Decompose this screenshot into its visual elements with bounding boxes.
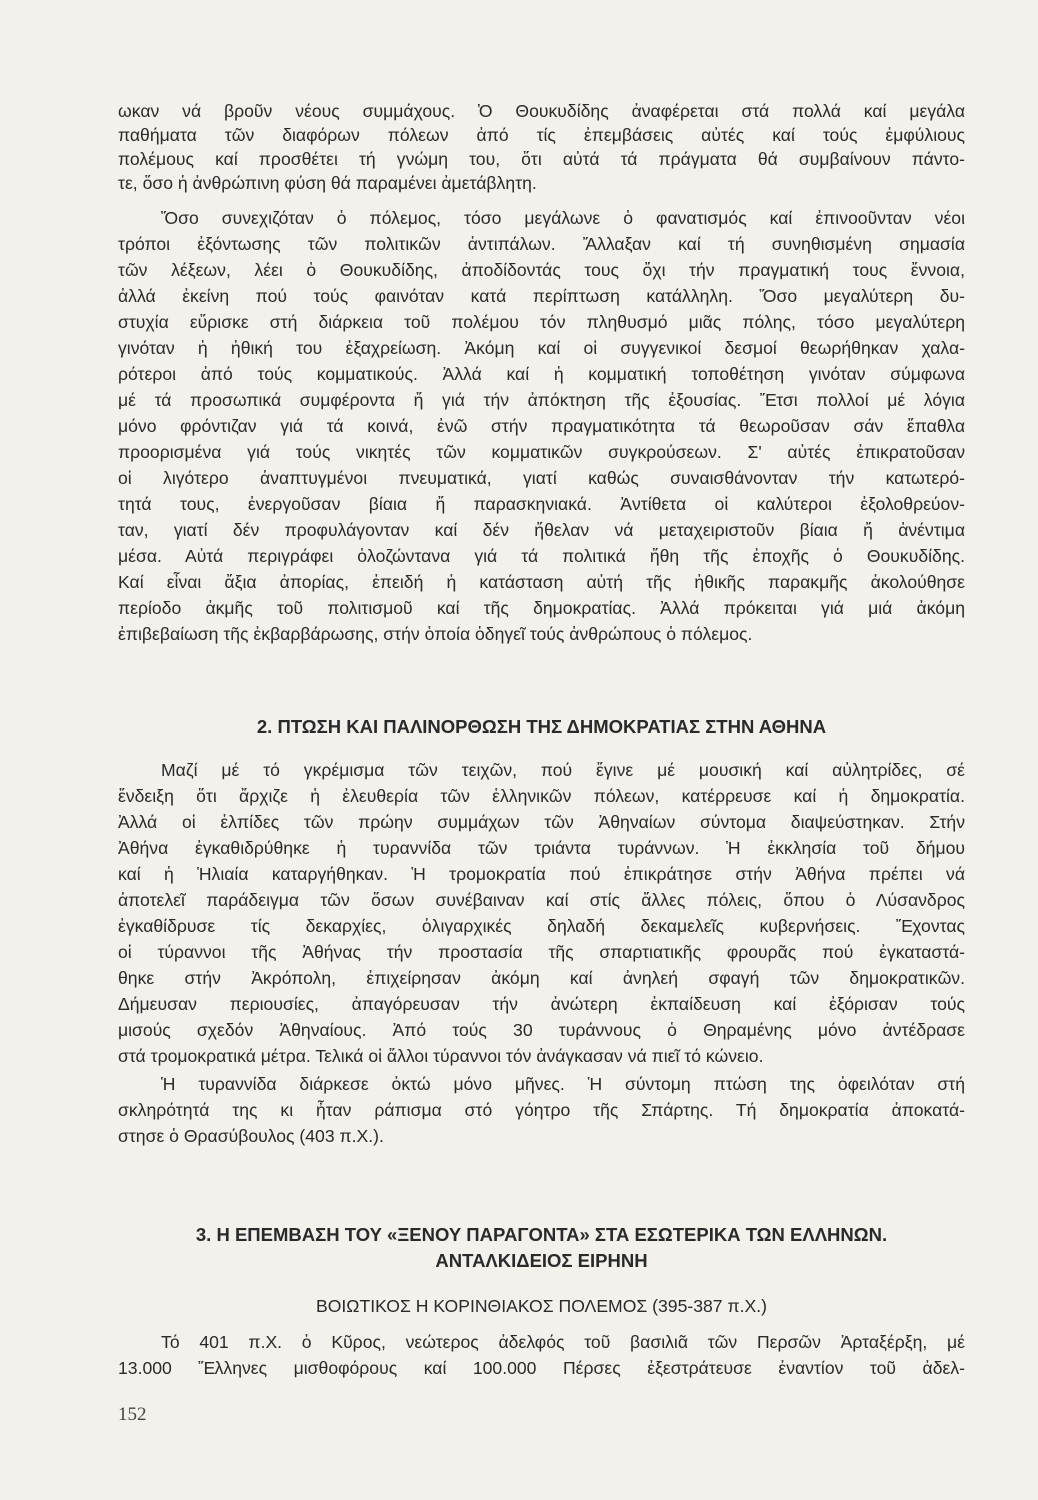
text-line: Τό 401 π.Χ. ὁ Κῦρος, νεώτερος ἀδελφός τοῦ βασιλιᾶ τῶν Περσῶν Ἀρταξέρξη, μέ bbox=[161, 1332, 965, 1352]
text-line: στά τρομοκρατικά μέτρα. Τελικά οἱ ἄλλοι τύραννοι τόν ἀνάγκασαν νά πιεῖ τό κώνειο. bbox=[118, 1046, 764, 1066]
text-line: ἔνδειξη ὅτι ἄρχιζε ἡ ἐλευθερία τῶν ἑλληνικῶν πόλεων, κατέρρευσε καί ἡ δημοκρατία. bbox=[118, 786, 965, 806]
text-line: ἀποτελεῖ παράδειγμα τῶν ὅσων συνέβαιναν καί στίς ἄλλες πόλεις, ὅπου ὁ Λύσανδρος bbox=[118, 890, 965, 910]
text-line: στυχία εὕρισκε στή διάρκεια τοῦ πολέμου τόν πληθυσμό μιᾶς πόλης, τόσο μεγαλύτερη bbox=[118, 312, 965, 332]
text-line: στησε ὁ Θρασύβουλος (403 π.Χ.). bbox=[118, 1126, 384, 1146]
text-line: τητά τους, ἐνεργοῦσαν βίαια ἤ παρασκηνιακά. Ἀντίθετα οἱ καλύτεροι ἐξολοθρεύον- bbox=[118, 494, 965, 514]
section-heading-continued: ΑΝΤΑΛΚΙΔΕΙΟΣ ΕΙΡΗΝΗ bbox=[435, 1250, 648, 1271]
text-line: Ἡ τυραννίδα διάρκεσε ὀκτώ μόνο μῆνες. Ἡ σύντομη πτώση της ὀφειλόταν στή bbox=[161, 1074, 965, 1094]
text-line: μισούς σχεδόν Ἀθηναίους. Ἀπό τούς 30 τυράννους ὁ Θηραμένης μόνο ἀντέδρασε bbox=[118, 1020, 965, 1040]
text-line: μέ τά προσωπικά συμφέροντα ἤ γιά τήν ἀπόκτηση τῆς ἐξουσίας. Ἔτσι πολλοί μέ λόγια bbox=[118, 390, 965, 410]
text-line: ωκαν νά βροῦν νέους συμμάχους. Ὁ Θουκυδίδης ἀναφέρεται στά πολλά καί μεγάλα bbox=[118, 101, 965, 121]
text-line: Μαζί μέ τό γκρέμισμα τῶν τειχῶν, πού ἔγινε μέ μουσική καί αὐλητρίδες, σέ bbox=[161, 760, 965, 780]
subsection-heading: ΒΟΙΩΤΙΚΟΣ Η ΚΟΡΙΝΘΙΑΚΟΣ ΠΟΛΕΜΟΣ (395-387 π.Χ.) bbox=[316, 1296, 767, 1316]
text-line: ταν, γιατί δέν προφυλάγονταν καί δέν ἤθελαν νά μεταχειριστοῦν βίαια ἤ ἀνέντιμα bbox=[118, 520, 965, 540]
text-line: Ἀθήνα ἐγκαθιδρύθηκε ἡ τυραννίδα τῶν τριάντα τυράννων. Ἡ ἐκκλησία τοῦ δήμου bbox=[118, 838, 965, 858]
text-line: ἐπιβεβαίωση τῆς ἐκβαρβάρωσης, στήν ὁποία ὁδηγεῖ τούς ἀνθρώπους ὁ πόλεμος. bbox=[118, 624, 753, 644]
text-line: ἐγκαθίδρυσε τίς δεκαρχίες, ὀλιγαρχικές δηλαδή δεκαμελεῖς κυβερνήσεις. Ἔχοντας bbox=[118, 916, 965, 936]
text-line: Δήμευσαν περιουσίες, ἀπαγόρευσαν τήν ἀνώτερη ἐκπαίδευση καί ἐξόρισαν τούς bbox=[118, 994, 965, 1014]
text-line: πολέμους καί προσθέτει τή γνώμη του, ὅτι αὐτά τά πράγματα θά συμβαίνουν πάντο- bbox=[118, 149, 965, 169]
text-line: τρόποι ἐξόντωσης τῶν πολιτικῶν ἀντιπάλων. Ἄλλαξαν καί τή συνηθισμένη σημασία bbox=[118, 234, 965, 254]
text-line: 13.000 Ἕλληνες μισθοφόρους καί 100.000 Πέρσες ἐξεστράτευσε ἐναντίον τοῦ ἀδελ- bbox=[118, 1358, 965, 1378]
text-line: μόνο φρόντιζαν γιά τά κοινά, ἐνῶ στήν πραγματικότητα τά θεωροῦσαν σάν ἔπαθλα bbox=[118, 416, 965, 436]
text-line: οἱ λιγότερο ἀναπτυγμένοι πνευματικά, γιατί καθώς συναισθάνονταν τήν κατωτερό- bbox=[118, 468, 965, 488]
text-line: Ἀλλά οἱ ἐλπίδες τῶν πρώην συμμάχων τῶν Ἀθηναίων σύντομα διαψεύστηκαν. Στήν bbox=[118, 812, 965, 832]
text-line: παθήματα τῶν διαφόρων πόλεων ἀπό τίς ἐπεμβάσεις αὐτές καί τούς ἐμφύλιους bbox=[118, 125, 965, 145]
text-line: ρότεροι ἀπό τούς κομματικούς. Ἀλλά καί ἡ κομματική τοποθέτηση γινόταν σύμφωνα bbox=[118, 364, 965, 384]
section-heading: 3. Η ΕΠΕΜΒΑΣΗ ΤΟΥ «ΞΕΝΟΥ ΠΑΡΑΓΟΝΤΑ» ΣΤΑ ΕΣΩΤΕΡΙΚΑ ΤΩΝ ΕΛΛΗΝΩΝ. bbox=[195, 1224, 888, 1245]
text-line: θηκε στήν Ἀκρόπολη, ἐπιχείρησαν ἀκόμη καί ἀνηλεή σφαγή τῶν δημοκρατικῶν. bbox=[118, 968, 965, 988]
page-number: 152 bbox=[118, 1404, 147, 1425]
text-line: περίοδο ἀκμῆς τοῦ πολιτισμοῦ καί τῆς δημοκρατίας. Ἀλλά πρόκειται γιά μιά ἀκόμη bbox=[118, 598, 965, 618]
text-line: γινόταν ἡ ἠθική του ἐξαχρείωση. Ἀκόμη καί οἱ συγγενικοί δεσμοί θεωρήθηκαν χαλα- bbox=[118, 338, 965, 358]
text-line: Καί εἶναι ἄξια ἀπορίας, ἐπειδή ἡ κατάσταση αὐτή τῆς ἠθικῆς παρακμῆς ἀκολούθησε bbox=[118, 572, 965, 592]
text-line: Ὅσο συνεχιζόταν ὁ πόλεμος, τόσο μεγάλωνε ὁ φανατισμός καί ἐπινοοῦνταν νέοι bbox=[161, 208, 965, 228]
text-line: ἀλλά ἐκείνη πού τούς φαινόταν κατά περίπτωση κατάλληλη. Ὅσο μεγαλύτερη δυ- bbox=[118, 286, 965, 306]
text-line: τῶν λέξεων, λέει ὁ Θουκυδίδης, ἀποδίδοντάς τους ὄχι τήν πραγματική τους ἔννοια, bbox=[118, 260, 965, 280]
text-line: οἱ τύραννοι τῆς Ἀθήνας τήν προστασία τῆς σπαρτιατικῆς φρουρᾶς πού ἐγκαταστά- bbox=[118, 942, 965, 962]
text-line: καί ἡ Ἡλιαία καταργήθηκαν. Ἡ τρομοκρατία πού ἐπικράτησε στήν Ἀθήνα πρέπει νά bbox=[118, 864, 965, 884]
text-line: σκληρότητά της κι ἦταν ράπισμα στό γόητρο τῆς Σπάρτης. Τή δημοκρατία ἀποκατά- bbox=[118, 1100, 965, 1120]
text-line: τε, ὅσο ἡ ἀνθρώπινη φύση θά παραμένει ἀμετάβλητη. bbox=[118, 173, 537, 193]
text-line: μέσα. Αὐτά περιγράφει ὁλοζώντανα γιά τά πολιτικά ἤθη τῆς ἐποχῆς ὁ Θουκυδίδης. bbox=[118, 546, 965, 566]
section-heading: 2. ΠΤΩΣΗ ΚΑΙ ΠΑΛΙΝΟΡΘΩΣΗ ΤΗΣ ΔΗΜΟΚΡΑΤΙΑΣ ΣΤΗΝ ΑΘΗΝΑ bbox=[256, 716, 827, 737]
text-line: προορισμένα γιά τούς νικητές τῶν κομματικῶν συγκρούσεων. Σ' αὐτές ἐπικρατοῦσαν bbox=[118, 442, 965, 462]
